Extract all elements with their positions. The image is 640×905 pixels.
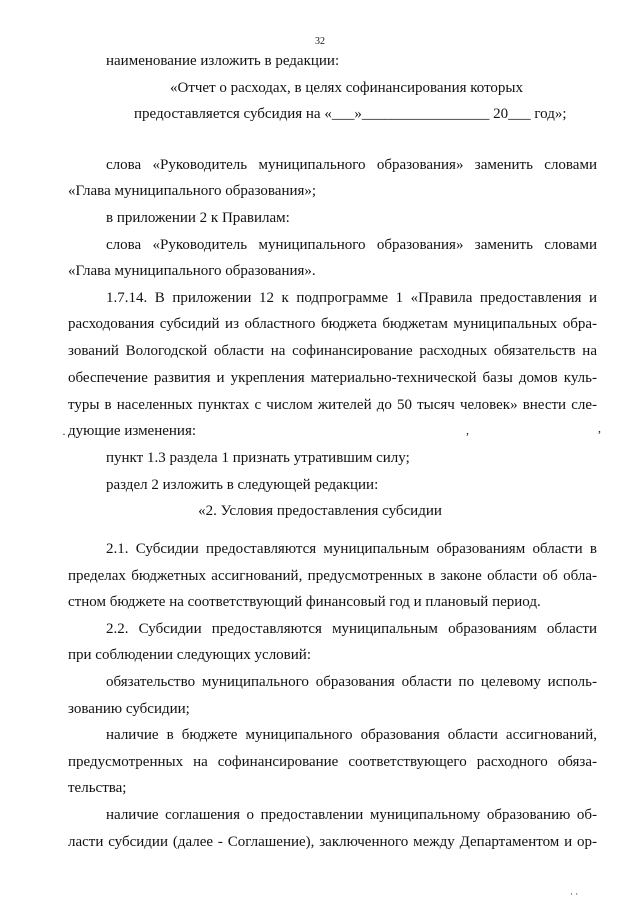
text-line: «Глава муниципального образования».: [68, 263, 316, 279]
text-line: «Отчет о расходах, в целях софинансирования которых: [170, 80, 524, 96]
text-line: «Глава муниципального образования»;: [68, 183, 317, 199]
text-line: наименование изложить в редакции:: [106, 53, 340, 69]
text-line: тельства;: [68, 780, 127, 796]
text-line: 2.2. Субсидии предоставляются муниципальным образованиям области: [106, 621, 597, 637]
scan-speck: · ·: [570, 889, 579, 899]
text-line: наличие соглашения о предоставлении муниципальному образованию об-: [106, 807, 597, 823]
text-line: пункт 1.3 раздела 1 признать утратившим силу;: [106, 450, 410, 466]
text-line: при соблюдении следующих условий:: [68, 647, 311, 663]
text-line: зований Вологодской области на софинансирование расходных обязательств на: [68, 343, 597, 359]
scan-speck: ,: [466, 423, 469, 437]
text-line: раздел 2 изложить в следующей редакции:: [106, 477, 379, 493]
text-line: пределах бюджетных ассигнований, предусмотренных в законе области об обла-: [68, 568, 597, 584]
text-line: зованию субсидии;: [68, 701, 190, 717]
text-line: 2.1. Субсидии предоставляются муниципальным образованиям области в: [106, 541, 597, 557]
text-line: предоставляется субсидия на «___»_________________ 20___ год»;: [134, 106, 567, 122]
text-line: в приложении 2 к Правилам:: [106, 210, 290, 226]
text-line: слова «Руководитель муниципального образования» заменить словами: [106, 237, 597, 253]
text-line: слова «Руководитель муниципального образования» заменить словами: [106, 157, 597, 173]
text-line: обеспечение развития и укрепления материально-технической базы домов куль-: [68, 370, 597, 386]
text-line: обязательство муниципального образования области по целевому исполь-: [106, 674, 597, 690]
text-line: 1.7.14. В приложении 12 к подпрограмме 1 «Правила предоставления и: [106, 290, 597, 306]
scan-speck: ,: [598, 421, 601, 435]
section-heading: «2. Условия предоставления субсидии: [198, 503, 442, 519]
text-line: туры в населенных пунктах с числом жителей до 50 тысяч человек» внести сле-: [68, 397, 597, 413]
text-line: ласти субсидии (далее - Соглашение), заключенного между Департаментом и ор-: [68, 834, 597, 850]
text-line: стном бюджете на соответствующий финансовый год и плановый период.: [68, 594, 541, 610]
text-line: наличие в бюджете муниципального образования области ассигнований,: [106, 727, 597, 743]
text-line: дующие изменения:: [68, 423, 197, 439]
page-number: 32: [315, 36, 325, 47]
text-line: расходования субсидий из областного бюджета бюджетам муниципальных обра-: [68, 316, 597, 332]
scan-speck: ·: [62, 427, 66, 441]
text-line: предусмотренных на софинансирование соответствующего расходного обяза-: [68, 754, 597, 770]
